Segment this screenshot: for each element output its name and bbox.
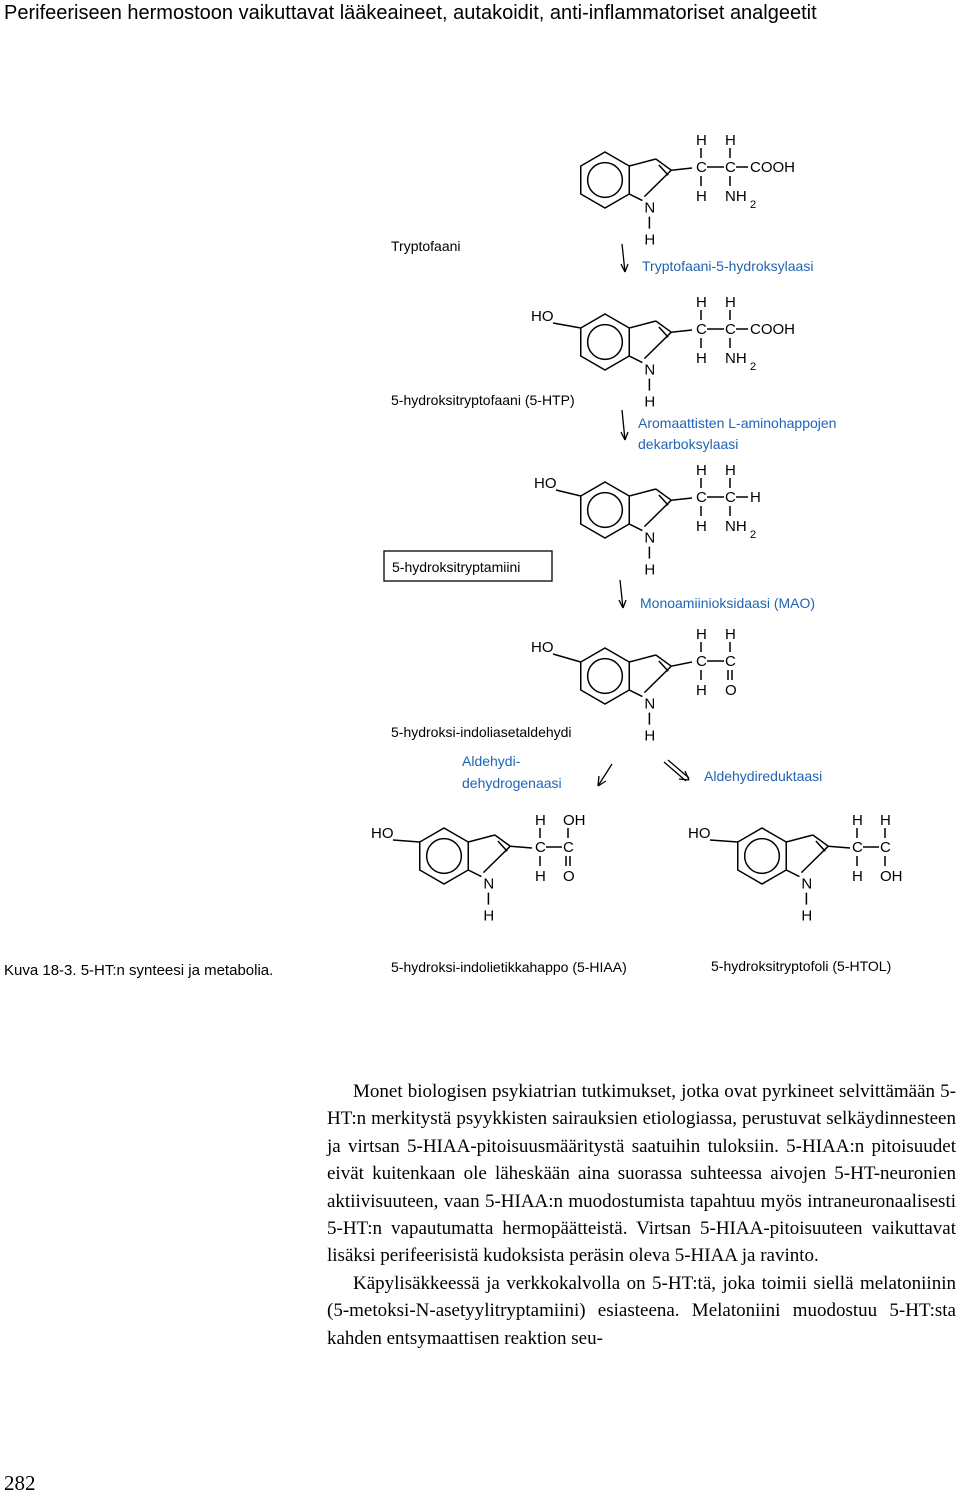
aromatic-ring-circle xyxy=(588,163,623,198)
bond-line xyxy=(556,490,581,496)
atom-n: N xyxy=(644,199,656,217)
bond-line xyxy=(553,323,581,328)
bond-line xyxy=(629,159,656,166)
aromatic-ring-circle xyxy=(427,839,462,874)
subscript-2: 2 xyxy=(750,529,757,541)
arrow-decarboxylase-head xyxy=(625,432,628,440)
atom-c: C xyxy=(696,653,707,670)
atom-c2-bottom: OH xyxy=(880,868,903,885)
atom-c2-bottom: NH xyxy=(725,518,747,535)
bond-line xyxy=(813,835,828,846)
bond-line xyxy=(656,489,671,500)
atom-c: C xyxy=(696,489,707,506)
atom-h: H xyxy=(696,518,707,535)
atom-ho: HO xyxy=(531,308,554,325)
bond-line xyxy=(629,489,656,496)
arrow-aldh xyxy=(598,764,612,786)
atom-c2-bottom: NH xyxy=(725,350,747,367)
bond-line xyxy=(671,168,692,170)
atom-n: N xyxy=(644,529,656,547)
bond-line xyxy=(553,654,581,662)
atom-c2-bottom: NH xyxy=(725,188,747,205)
atom-h: H xyxy=(535,868,546,885)
atom-h: H xyxy=(644,393,656,411)
compound-label-serotonin: 5-hydroksitryptamiini xyxy=(392,559,521,575)
atom-h: H xyxy=(801,907,813,925)
atom-h: H xyxy=(644,231,656,249)
atom-c2-top: OH xyxy=(563,812,586,829)
bond-line xyxy=(629,194,642,201)
bond-line xyxy=(629,690,642,697)
atom-n: N xyxy=(644,361,656,379)
arrow-mao-head xyxy=(623,600,626,608)
atom-c2-top: H xyxy=(725,462,736,479)
atom-h: H xyxy=(852,812,863,829)
atom-h: H xyxy=(535,812,546,829)
atom-c: C xyxy=(696,159,707,176)
bond-line xyxy=(629,524,642,531)
atom-n: N xyxy=(801,875,813,893)
arrow-reductase-head xyxy=(679,779,689,780)
atom-h: H xyxy=(644,727,656,745)
atom-h: H xyxy=(696,350,707,367)
bond-line xyxy=(468,835,495,842)
atom-c: C xyxy=(725,489,736,506)
page-number: 282 xyxy=(4,1471,36,1495)
atom-end: H xyxy=(750,489,761,506)
atom-c: C xyxy=(880,839,891,856)
atom-c2-top: H xyxy=(725,626,736,643)
atom-h: H xyxy=(696,188,707,205)
atom-h: H xyxy=(696,626,707,643)
compound-label-htol: 5-hydroksitryptofoli (5-HTOL) xyxy=(711,958,892,974)
atom-c2-bottom: O xyxy=(725,682,737,699)
enzyme-label-decarboxylase-1: Aromaattisten L-aminohappojen xyxy=(638,415,837,431)
atom-ho: HO xyxy=(371,825,394,842)
bond-line xyxy=(656,655,671,666)
bond-line xyxy=(828,846,850,848)
atom-h: H xyxy=(483,907,495,925)
aromatic-ring-circle xyxy=(588,493,623,528)
atom-h: H xyxy=(696,462,707,479)
bond-line xyxy=(629,655,656,662)
enzyme-label-hydroxylase: Tryptofaani-5-hydroksylaasi xyxy=(642,258,814,274)
compound-label-tryptophan: Tryptofaani xyxy=(391,238,461,254)
paragraph-1: Monet biologisen psykiatrian tutkimukset, jotka ovat pyrkineet selvittämään 5-HT:n merkitystä psyykkisten sairauksien etiologiassa, perustuvat selkäydinnesteen ja virtsan 5-HIAA-pitoisuusmääritystä saatuihin tuloksiin. 5-HIAA:n pitoisuudet eivät kuitenkaan ole läheskään aina suorassa suhteessa aivojen 5-HT-neuronien aktiivisuuteen, vaan 5-HIAA:n muodostumista tapahtuu myös intraneuronaalisesti 5-HT:n vapautumatta hermopäätteistä. Virtsan 5-HIAA-pitoisuuteen vaikuttavat lisäksi perifeerisistä kudoksista peräsin oleva 5-HIAA ja ravinto. xyxy=(327,1081,956,1267)
enzyme-label-decarboxylase-2: dekarboksylaasi xyxy=(638,436,739,452)
atom-c: C xyxy=(535,839,546,856)
bond-line xyxy=(495,835,510,846)
compound-label-aldehyde: 5-hydroksi-indoliasetaldehydi xyxy=(391,724,572,740)
atom-ho: HO xyxy=(534,475,557,492)
atom-ho: HO xyxy=(531,639,554,656)
aromatic-ring-circle xyxy=(745,839,780,874)
atom-c2-top: H xyxy=(725,294,736,311)
bond-line xyxy=(671,330,692,332)
atom-c: C xyxy=(725,321,736,338)
enzyme-label-mao: Monoamiinioksidaasi (MAO) xyxy=(640,595,816,611)
atom-c: C xyxy=(725,653,736,670)
bond-line xyxy=(468,870,481,877)
atom-c2-top: H xyxy=(725,132,736,149)
arrow-reductase xyxy=(664,762,686,781)
enzyme-label-aldh-2: dehydrogenaasi xyxy=(462,775,562,791)
bond-line xyxy=(656,321,671,332)
enzyme-label-reductase: Aldehydireduktaasi xyxy=(704,768,823,784)
body-text xyxy=(327,1078,956,1352)
aromatic-ring-circle xyxy=(588,325,623,360)
atom-c: C xyxy=(852,839,863,856)
atom-h: H xyxy=(696,132,707,149)
subscript-2: 2 xyxy=(750,361,757,373)
atom-n: N xyxy=(483,875,495,893)
bond-line xyxy=(629,356,642,363)
atom-n: N xyxy=(644,695,656,713)
compound-label-htp: 5-hydroksitryptofaani (5-HTP) xyxy=(391,392,575,408)
bond-line xyxy=(629,321,656,328)
bond-line xyxy=(393,840,420,842)
atom-h: H xyxy=(852,868,863,885)
atom-c2-top: H xyxy=(880,812,891,829)
atom-end: COOH xyxy=(750,321,795,338)
figure-caption: Kuva 18-3. 5-HT:n synteesi ja metabolia. xyxy=(4,962,274,979)
compound-label-hiaa: 5-hydroksi-indolietikkahappo (5-HIAA) xyxy=(391,959,627,975)
atom-c2-bottom: O xyxy=(563,868,575,885)
bond-line xyxy=(510,846,532,848)
atom-h: H xyxy=(696,294,707,311)
atom-ho: HO xyxy=(688,825,711,842)
atom-c: C xyxy=(696,321,707,338)
atom-h: H xyxy=(644,561,656,579)
aromatic-ring-circle xyxy=(588,659,623,694)
bond-line xyxy=(786,835,813,842)
atom-h: H xyxy=(696,682,707,699)
enzyme-label-aldh-1: Aldehydi- xyxy=(462,753,521,769)
paragraph-2: Käpylisäkkeessä ja verkkokalvolla on 5-HT:tä, joka toimii siellä melatoniinin (5-metoksi-N-asetyylitryptamiini) esiasteena. Melatoniini muodostuu 5-HT:sta kahden entsymaattisen reaktion seu- xyxy=(327,1272,956,1349)
running-head: Perifeeriseen hermostoon vaikuttavat lääkeaineet, autakoidit, anti-inflammatoriset analgeetit xyxy=(4,2,817,24)
atom-end: COOH xyxy=(750,159,795,176)
arrow-hydroxylase-head xyxy=(625,264,628,272)
bond-line xyxy=(671,498,692,500)
atom-c: C xyxy=(563,839,574,856)
subscript-2: 2 xyxy=(750,199,757,211)
bond-line xyxy=(710,840,738,842)
atom-c: C xyxy=(725,159,736,176)
bond-line xyxy=(786,870,799,877)
bond-line xyxy=(656,159,671,170)
bond-line xyxy=(671,662,692,666)
